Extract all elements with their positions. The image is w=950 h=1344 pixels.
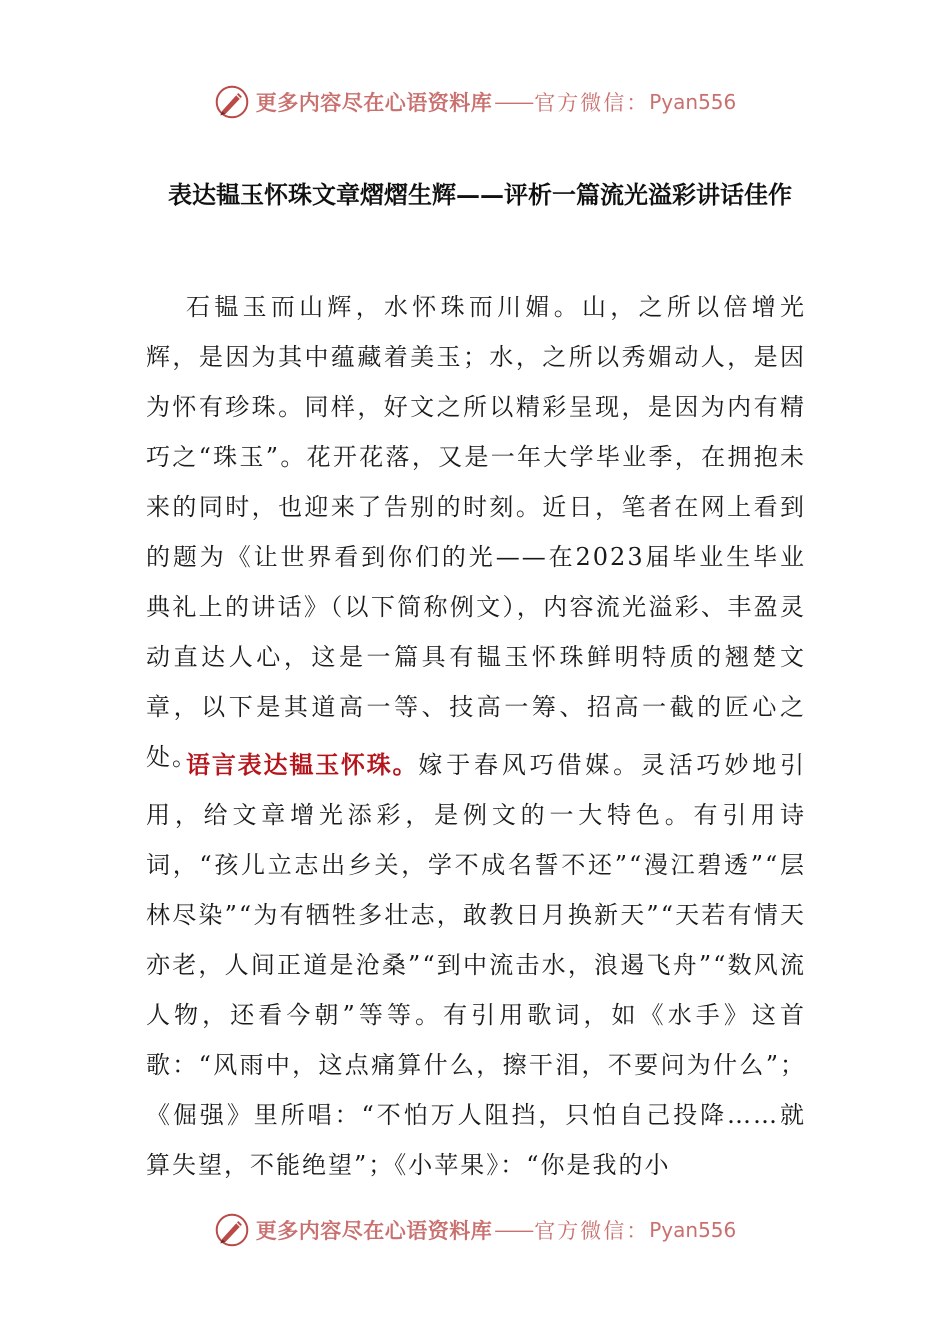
banner-site-name: 更多内容尽在心语资料库 <box>255 90 493 115</box>
pen-logo-icon <box>214 84 250 120</box>
paragraph-language <box>146 740 806 1190</box>
banner-wechat-label: 官方微信： <box>534 91 650 115</box>
watermark-banner-bottom <box>0 1208 950 1252</box>
paragraph-intro <box>146 282 806 782</box>
paragraph-intro-text: 石韫玉而山辉，水怀珠而川媚。山，之所以倍增光辉，是因为其中蕴藏着美玉；水，之所以秀媚动人，是因为怀有珍珠。同样，好文之所以精彩呈现，是因为内有精巧之“珠玉”。花开花落，又是一年大学毕业季，在拥抱未来的同时，也迎来了告别的时刻。近日，笔者在网上看到的题为《让世界看到你们的光——在2023届毕业生毕业典礼上的讲话》（以下简称例文），内容流光溢彩、丰盈灵动直达人心，这是一篇具有韫玉怀珠鲜明特质的翘楚文章，以下是其道高一等、技高一筹、招高一截的匠心之处。 <box>146 293 806 771</box>
article-title: 表达韫玉怀珠文章熠熠生辉——评析一篇流光溢彩讲话佳作 <box>168 180 792 209</box>
banner-wechat-id: Pyan556 <box>649 1218 737 1242</box>
banner-wechat-id: Pyan556 <box>649 90 737 114</box>
banner-site-name: 更多内容尽在心语资料库 <box>255 1218 493 1243</box>
banner-dash: —— <box>494 1218 533 1242</box>
watermark-banner-top <box>0 80 950 124</box>
pen-logo-icon <box>214 1212 250 1248</box>
paragraph-lead-heading: 语言表达韫玉怀珠。 <box>186 750 419 779</box>
banner-wechat-label: 官方微信： <box>534 1219 650 1243</box>
paragraph-language-text: 嫁于春风巧借媒。灵活巧妙地引用，给文章增光添彩，是例文的一大特色。有引用诗词，“孩儿立志出乡关，学不成名誓不还”“漫江碧透”“层林尽染”“为有牺牲多壮志，敢教日月换新天”“天若有情天亦老，人间正道是沧桑”“到中流击水，浪遏飞舟”“数风流人物，还看今朝”等等。有引用歌词，如《水手》这首歌：“风雨中，这点痛算什么，擦干泪，不要问为什么”；《倔强》里所唱：“不怕万人阻挡，只怕自己投降……就算失望，不能绝望”；《小苹果》：“你是我的小 <box>146 751 807 1179</box>
banner-dash: —— <box>494 90 533 114</box>
